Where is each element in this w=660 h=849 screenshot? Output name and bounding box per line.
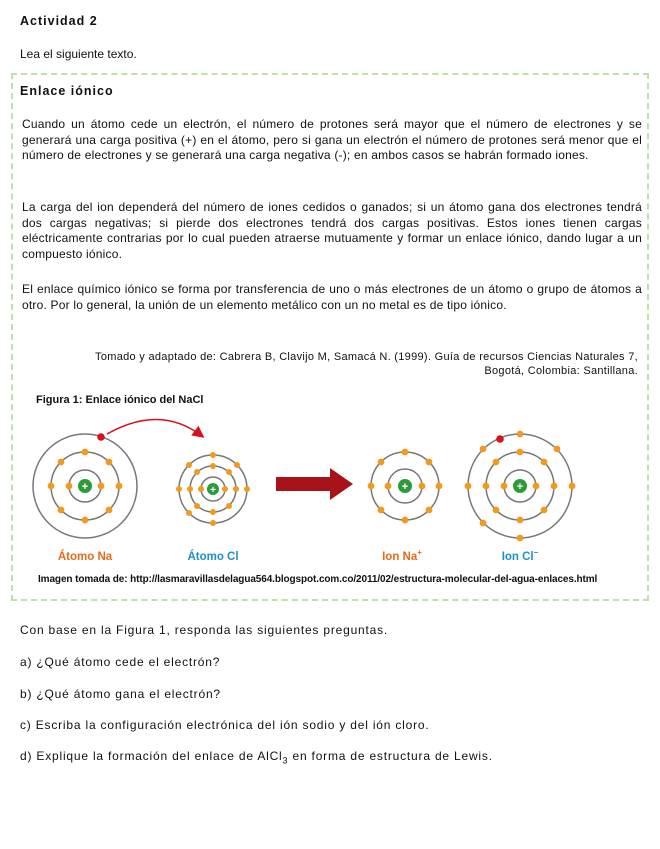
electron bbox=[194, 503, 200, 509]
electron bbox=[483, 483, 490, 490]
electron bbox=[176, 486, 182, 492]
label-cl-atom: Átomo Cl bbox=[187, 551, 239, 563]
label-na-atom: Átomo Na bbox=[57, 551, 113, 563]
reaction-arrow bbox=[276, 468, 353, 500]
electron bbox=[210, 520, 216, 526]
electron bbox=[385, 483, 392, 490]
electron bbox=[186, 510, 192, 516]
reading-title: Enlace iónico bbox=[20, 84, 114, 98]
electron bbox=[210, 509, 216, 515]
reading-paragraph: Cuando un átomo cede un electrón, el número de protones será mayor que el número de electrones y se generará una carga positiva (+) en el átomo, pero si gana un electrón el número de protones será menor que el número de electrones y se generará una carga negativa (-); en ambos casos se habrán formado iones. bbox=[22, 117, 642, 162]
electron bbox=[106, 507, 113, 514]
electron bbox=[210, 463, 216, 469]
figure-credit: Imagen tomada de: http://lasmaravillasdelagua564.blogspot.com.co/2011/02/estructura-molecular-del-agua-enlaces.html bbox=[38, 574, 598, 585]
electron bbox=[541, 507, 548, 514]
electron bbox=[226, 503, 232, 509]
electron bbox=[198, 486, 204, 492]
activity-intro: Lea el siguiente texto. bbox=[20, 47, 137, 61]
question-b: b) ¿Qué átomo gana el electrón? bbox=[20, 687, 221, 701]
nucleus-sign: + bbox=[210, 485, 216, 496]
electron bbox=[480, 520, 487, 527]
electron bbox=[186, 462, 192, 468]
electron bbox=[82, 517, 89, 524]
sodium-ion bbox=[368, 449, 443, 524]
electron bbox=[493, 507, 500, 514]
electron bbox=[244, 486, 250, 492]
electron bbox=[66, 483, 73, 490]
electron bbox=[226, 469, 232, 475]
electron bbox=[82, 449, 89, 456]
gained-electron bbox=[496, 435, 504, 443]
chloride-ion bbox=[465, 431, 576, 542]
electron bbox=[493, 459, 500, 466]
electron bbox=[517, 517, 524, 524]
nucleus-sign: + bbox=[401, 481, 409, 493]
electron bbox=[378, 507, 385, 514]
electron bbox=[233, 486, 239, 492]
electron bbox=[234, 462, 240, 468]
electron bbox=[222, 486, 228, 492]
electron bbox=[419, 483, 426, 490]
electron bbox=[551, 483, 558, 490]
chlorine-atom bbox=[176, 452, 250, 526]
source-line: Tomado y adaptado de: Cabrera B, Clavijo M, Samacá N. (1999). Guía de recursos Ciencias Naturales 7, bbox=[95, 351, 638, 363]
activity-title: Actividad 2 bbox=[20, 14, 98, 28]
electron bbox=[541, 459, 548, 466]
source-citation bbox=[38, 350, 638, 378]
label-na-ion: Ion Na+ bbox=[382, 548, 422, 563]
electron-transfer-arrow bbox=[107, 419, 202, 436]
reading-paragraph: El enlace químico iónico se forma por transferencia de uno o más electrones de un átomo o grupo de átomos a otro. Por lo general, la unión de un elemento metálico con un no metal es de tipo iónico. bbox=[22, 282, 642, 312]
question-a: a) ¿Qué átomo cede el electrón? bbox=[20, 655, 221, 669]
electron bbox=[402, 449, 409, 456]
electron bbox=[187, 486, 193, 492]
electron bbox=[480, 446, 487, 453]
figure-title: Figura 1: Enlace iónico del NaCl bbox=[36, 394, 204, 406]
electron bbox=[194, 469, 200, 475]
electron bbox=[426, 459, 433, 466]
nucleus-sign: + bbox=[81, 481, 89, 493]
electron bbox=[465, 483, 472, 490]
electron bbox=[48, 483, 55, 490]
electron bbox=[368, 483, 375, 490]
electron bbox=[58, 507, 65, 514]
electron bbox=[501, 483, 508, 490]
nucleus-sign: + bbox=[516, 481, 524, 493]
nacl-ionic-bond-diagram bbox=[30, 412, 620, 572]
electron bbox=[569, 483, 576, 490]
electron bbox=[533, 483, 540, 490]
electron bbox=[517, 431, 524, 438]
electron bbox=[517, 535, 524, 542]
electron bbox=[517, 449, 524, 456]
electron bbox=[402, 517, 409, 524]
source-line: Bogotá, Colombia: Santillana. bbox=[484, 365, 638, 377]
question-c: c) Escriba la configuración electrónica del ión sodio y del ión cloro. bbox=[20, 718, 430, 732]
electron bbox=[436, 483, 443, 490]
reading-paragraph: La carga del ion dependerá del número de iones cedidos o ganados; si un átomo gana dos electrones tendrá dos cargas negativas; si pierde dos electrones tendrá dos cargas positivas. Estos iones tienen cargas eléctricamente contrarias por lo cual pueden atraerse mutuamente y formar un enlace iónico, dando lugar a un compuesto iónico. bbox=[22, 200, 642, 261]
electron bbox=[98, 483, 105, 490]
label-cl-ion: Ion Cl− bbox=[501, 548, 539, 563]
sodium-atom bbox=[33, 433, 137, 538]
electron bbox=[554, 446, 561, 453]
electron bbox=[116, 483, 123, 490]
electron bbox=[58, 459, 65, 466]
transferred-electron bbox=[97, 433, 105, 441]
electron bbox=[210, 452, 216, 458]
electron bbox=[378, 459, 385, 466]
questions-intro: Con base en la Figura 1, responda las siguientes preguntas. bbox=[20, 623, 389, 637]
question-d: d) Explique la formación del enlace de AlCl$_3$ en forma de estructura de Lewis. bbox=[20, 749, 493, 766]
electron bbox=[106, 459, 113, 466]
electron bbox=[426, 507, 433, 514]
